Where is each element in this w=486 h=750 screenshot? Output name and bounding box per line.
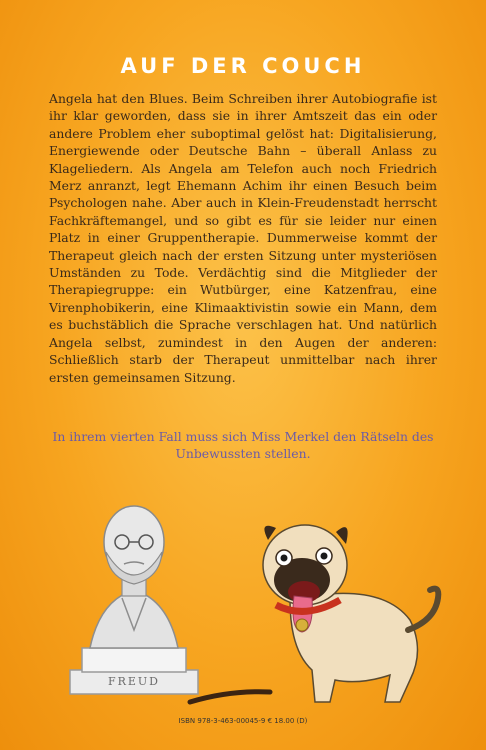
isbn-price-imprint: ISBN 978-3-463-00045-9 € 18.00 (D) [178,717,308,725]
blurb-text: Angela hat den Blues. Beim Schreiben ihrer Autobiografie ist ihr klar geworden, dass sie in ihrer Amtszeit das ein oder andere Problem eher suboptimal gelöst hat: Digitalisierung, Energiewende oder Deutsche Bahn – überall Anlass zu Klageliedern. Als Angela am Telefon auch noch Friedrich Merz anranzt, legt Ehemann Achim ihr einen Besuch beim Psychologen nahe. Aber auch in Klein-Freudenstadt herrscht Fachkräftemangel, und so gibt es für sie leider nur einen Platz in einer Gruppentherapie. Dummerweise kommt der Therapeut gleich nach der ersten Sitzung unter mysteriösen Umständen zu Tode. Verdächtig sind die Mitglieder der Therapiegruppe: ein Wutbürger, eine Katzenfrau, eine Virenphobikerin, eine Klimaaktivistin sowie ein Mann, dem es buchstäblich die Sprache verschlagen hat. Und natürlich Angela selbst, zumindest in den Augen der anderen: Schließlich starb der Therapeut unmittelbar nach ihrer ersten gemeinsamen Sitzung. [49,91,437,385]
freud-bust [70,506,198,694]
freud-bust-and-pug-illustration [40,480,460,710]
cover-title: AUF DER COUCH [120,54,366,78]
stick [190,692,270,702]
pug-dog [263,525,438,702]
bust-plaque-label: FREUD [107,675,161,688]
teaser-text: In ihrem vierten Fall muss sich Miss Merkel den Rätseln des Unbewussten stellen. [52,429,434,462]
